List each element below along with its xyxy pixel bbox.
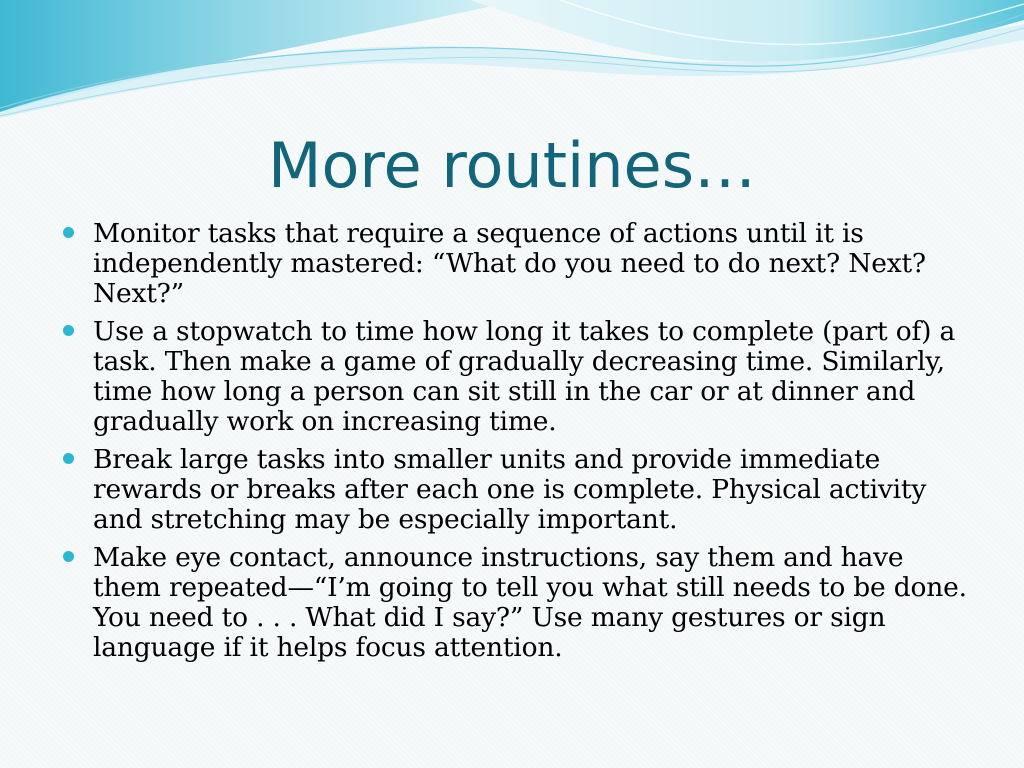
bullet-text: Make eye contact, announce instructions, say them and have them repeated—“I’m going to tell you what still needs to be done. You need to . . . What did I say?” Use many gestures or sign language if it helps focus attention. xyxy=(93,542,967,663)
bullet-list xyxy=(62,219,972,671)
bullet-item xyxy=(62,317,972,437)
header-wave-decoration xyxy=(0,0,1024,120)
bullet-text: Break large tasks into smaller units and provide immediate rewards or breaks after each one is complete. Physical activity and stretching may be especially important. xyxy=(93,444,927,535)
bullet-dot-icon xyxy=(63,227,74,238)
bullet-item xyxy=(62,445,972,535)
bullet-dot-icon xyxy=(63,453,74,464)
bullet-dot-icon xyxy=(63,325,74,336)
bullet-text: Use a stopwatch to time how long it takes to complete (part of) a task. Then make a game of gradually decreasing time. Similarly, time how long a person can sit still in the car or at dinner and gradually work on increasing time. xyxy=(93,316,956,437)
bullet-dot-icon xyxy=(63,551,74,562)
bullet-item xyxy=(62,543,972,663)
bullet-text: Monitor tasks that require a sequence of actions until it is independently mastered: “What do you need to do next? Next? Next?” xyxy=(93,218,926,309)
bullet-item xyxy=(62,219,972,309)
slide-title: More routines… xyxy=(267,129,757,202)
